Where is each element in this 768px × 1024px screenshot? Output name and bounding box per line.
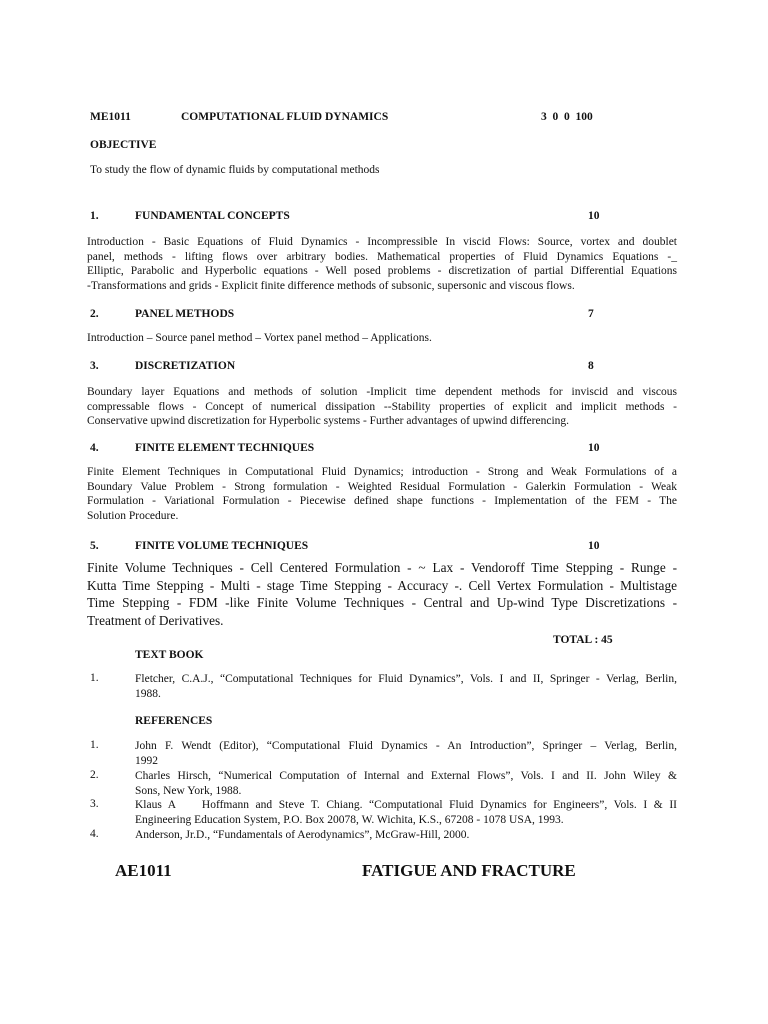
- unit-title: FINITE ELEMENT TECHNIQUES: [135, 442, 315, 454]
- item-line: John F. Wendt (Editor), “Computational Fluid Dynamics - An Introduction”, Springer – Verlag, Berlin,: [135, 740, 677, 752]
- course-credits: 3 0 0 100: [541, 111, 593, 123]
- item-number: 2.: [90, 769, 99, 781]
- description-line: Formulation - Variational Formulation - Piecewise defined shape functions - Implementation of the FEM - The: [87, 495, 677, 508]
- unit-hours: 10: [588, 540, 600, 552]
- description-line: compressable flows - Concept of numerical dissipation --Stability properties of explicit and implicit methods -: [87, 400, 677, 413]
- item-line: Fletcher, C.A.J., “Computational Techniques for Fluid Dynamics”, Vols. I and II, Springer - Verlag, Berlin,: [135, 673, 677, 685]
- description-line: Finite Volume Techniques - Cell Centered Formulation - ~ Lax - Vendoroff Time Stepping - Runge -: [87, 560, 677, 575]
- description-line: Boundary Value Problem - Strong formulation - Weighted Residual Formulation - Galerkin Formulation - Weak: [87, 480, 677, 493]
- item-line: Anderson, Jr.D., “Fundamentals of Aerodynamics”, McGraw-Hill, 2000.: [135, 829, 470, 841]
- item-text: [135, 828, 677, 843]
- item-line: Klaus A Hoffmann and Steve T. Chiang. “Computational Fluid Dynamics for Engineers”, Vols. I & II: [135, 799, 677, 811]
- item-line: 1992: [135, 754, 158, 767]
- next-course-title: FATIGUE AND FRACTURE: [362, 861, 576, 880]
- unit-number: 5.: [90, 540, 99, 552]
- description-line: Conservative upwind discretization for Hyperbolic systems - Further advantages of upwind differencing.: [87, 415, 570, 428]
- unit-title: FUNDAMENTAL CONCEPTS: [135, 210, 290, 222]
- unit-description: [87, 331, 677, 346]
- item-line: Engineering Education System, P.O. Box 20078, W. Wichita, K.S., 67208 - 1078 USA, 1993.: [135, 813, 564, 826]
- description-line: Treatment of Derivatives.: [87, 612, 224, 628]
- unit-hours: 10: [588, 210, 600, 222]
- next-course-code: AE1011: [115, 861, 172, 880]
- description-line: Solution Procedure.: [87, 509, 179, 522]
- description-line: panel, methods - lifting flows over arbitrary bodies. Mathematical properties of Fluid Dynamics Equations -_: [87, 250, 677, 263]
- unit-title: PANEL METHODS: [135, 308, 235, 320]
- unit-title: DISCRETIZATION: [135, 360, 236, 372]
- unit-number: 1.: [90, 210, 99, 222]
- textbook-heading: TEXT BOOK: [135, 649, 204, 661]
- item-number: 3.: [90, 798, 99, 810]
- description-line: Boundary layer Equations and methods of solution -Implicit time dependent methods for inviscid and viscous: [87, 386, 677, 398]
- objective-text: To study the flow of dynamic fluids by computational methods: [90, 164, 380, 176]
- unit-description: [87, 385, 677, 429]
- course-title: COMPUTATIONAL FLUID DYNAMICS: [181, 111, 389, 123]
- item-number: 1.: [90, 739, 99, 751]
- description-line: Time Stepping - FDM -like Finite Volume Techniques - Central and Up-wind Type Discretizations -: [87, 595, 677, 610]
- item-text: [135, 798, 677, 827]
- description-line: Introduction – Source panel method – Vortex panel method – Applications.: [87, 332, 432, 344]
- unit-description: [87, 559, 677, 629]
- references-heading: REFERENCES: [135, 715, 213, 727]
- item-text: [135, 769, 677, 798]
- unit-hours: 8: [588, 360, 594, 372]
- item-number: 4.: [90, 828, 99, 840]
- unit-number: 3.: [90, 360, 99, 372]
- item-line: Charles Hirsch, “Numerical Computation of Internal and External Flows”, Vols. I and II. John Wiley &: [135, 770, 677, 782]
- description-line: Finite Element Techniques in Computational Fluid Dynamics; introduction - Strong and Weak Formulations of a: [87, 466, 677, 478]
- item-text: [135, 739, 677, 768]
- unit-description: [87, 465, 677, 523]
- item-number: 1.: [90, 672, 99, 684]
- item-line: Sons, New York, 1988.: [135, 784, 242, 797]
- unit-title: FINITE VOLUME TECHNIQUES: [135, 540, 309, 552]
- unit-number: 2.: [90, 308, 99, 320]
- unit-hours: 7: [588, 308, 594, 320]
- description-line: Elliptic, Parabolic and Hyperbolic equations - Well posed problems - discretization of partial Differential Equations: [87, 265, 677, 278]
- item-text: [135, 672, 677, 701]
- unit-number: 4.: [90, 442, 99, 454]
- description-line: -Transformations and grids - Explicit finite difference methods of subsonic, supersonic and viscous flows.: [87, 279, 575, 292]
- description-line: Introduction - Basic Equations of Fluid Dynamics - Incompressible In viscid Flows: Source, vortex and doublet: [87, 236, 677, 248]
- item-line: 1988.: [135, 687, 161, 700]
- total-hours: TOTAL : 45: [553, 634, 613, 646]
- description-line: Kutta Time Stepping - Multi - stage Time Stepping - Accuracy -. Cell Vertex Formulation - Multistage: [87, 577, 677, 593]
- course-code: ME1011: [90, 111, 131, 123]
- unit-hours: 10: [588, 442, 600, 454]
- unit-description: [87, 235, 677, 293]
- objective-heading: OBJECTIVE: [90, 139, 157, 151]
